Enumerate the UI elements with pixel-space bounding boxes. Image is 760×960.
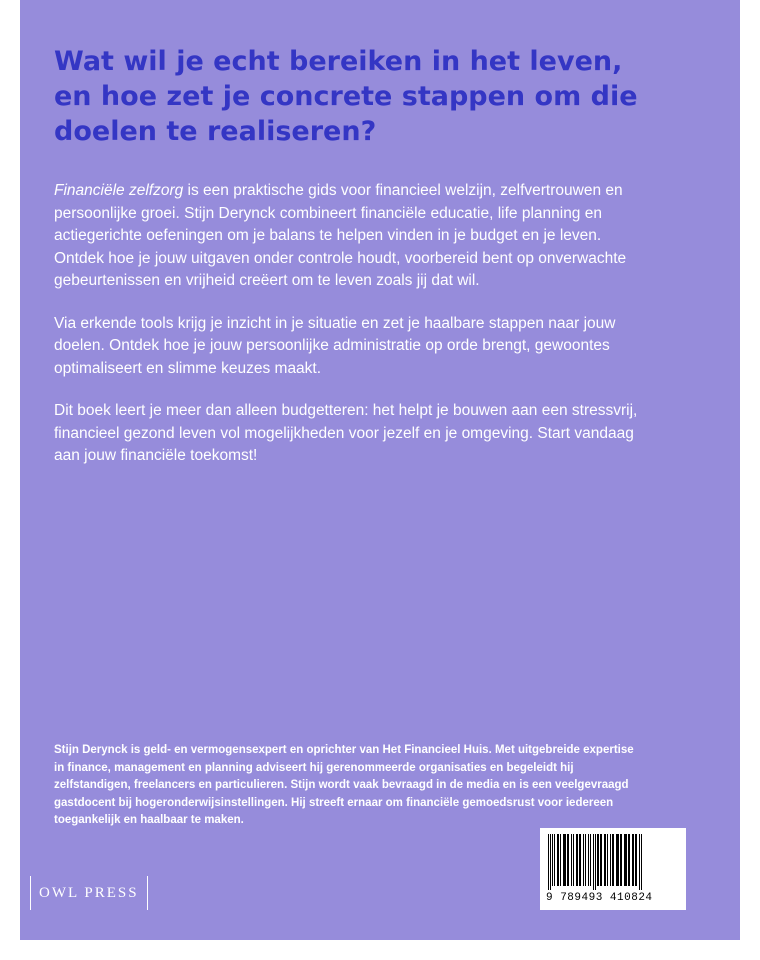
author-bio: Stijn Derynck is geld- en vermogensexpert en oprichter van Het Financieel Huis. Met uitgebreide expertise in finance, management en planning adviseert hij gerenommeerde organisaties en begeleidt hij zelfstandigen, freelancers en particulieren. Stijn wordt vaak bevraagd in de media en is een veelgevraagd gastdocent bij hogeronderwijsinstellingen. Hij streeft ernaar om financiële gemoedsrust voor iedereen toegankelijk en haalbaar te maken. (54, 744, 634, 826)
cover-headline (54, 44, 694, 149)
barcode-bar (573, 834, 574, 886)
isbn-barcode (540, 828, 686, 910)
blurb-paragraph-1 (54, 180, 654, 293)
barcode-bar (635, 834, 637, 886)
barcode-bar (588, 834, 589, 886)
barcode-bar (550, 834, 551, 890)
barcode-bar (610, 834, 611, 886)
headline-line-3: doelen te realiseren? (54, 116, 377, 147)
book-title-inline: Financiële zelfzorg (54, 182, 184, 199)
barcode-bar (612, 834, 614, 886)
barcode-bar (628, 834, 630, 886)
publisher-logo (30, 876, 148, 910)
headline-line-1: Wat wil je echt bereiken in het leven, (54, 46, 623, 77)
back-cover (20, 0, 740, 940)
barcode-bar (548, 834, 549, 890)
ean13-barcode-icon (546, 834, 680, 890)
barcode-bar (620, 834, 622, 886)
barcode-bar (600, 834, 602, 886)
barcode-bar (571, 834, 572, 886)
headline-line-2: en hoe zet je concrete stappen om die (54, 81, 638, 112)
barcode-bar (597, 834, 599, 886)
barcode-bar (639, 834, 640, 890)
barcode-bar (604, 834, 606, 886)
barcode-bar (583, 834, 584, 886)
barcode-bar (557, 834, 559, 886)
barcode-bar (593, 834, 594, 890)
publisher-name: OWL PRESS (39, 884, 139, 901)
barcode-bar (576, 834, 578, 886)
barcode-bar (595, 834, 596, 890)
barcode-bar (567, 834, 569, 886)
barcode-bar (607, 834, 608, 886)
barcode-bar (560, 834, 561, 886)
barcode-bar (632, 834, 634, 886)
blurb-paragraph-1-text: is een praktische gids voor financieel welzijn, zelfvertrouwen en persoonlijke groei. Stijn Derynck combineert financiële educatie, life planning en actiegerichte oefeningen om je balans te helpen vinden in je budget en je leven. Ontdek hoe je jouw uitgaven onder controle houdt, voorbereid bent op onverwachte gebeurtenissen en vrijheid creëert om te leven zoals jij dat wil. (54, 182, 627, 289)
blurb-paragraph-3: Dit boek leert je meer dan alleen budgetteren: het helpt je bouwen aan een stressvrij, financieel gezond leven vol mogelijkheden voor jezelf en je omgeving. Start vandaag aan jouw financiële toekomst! (54, 402, 638, 464)
blurb-paragraph-2: Via erkende tools krijg je inzicht in je situatie en zet je haalbare stappen naar jouw doelen. Ontdek hoe je jouw persoonlijke administratie op orde brengt, gewoontes optimaliseert en slimme keuzes maakt. (54, 314, 616, 377)
barcode-bar (554, 834, 555, 886)
barcode-bar (579, 834, 581, 886)
barcode-bar (585, 834, 586, 886)
barcode-bar (552, 834, 553, 886)
barcode-bar (624, 834, 627, 886)
barcode-bar (616, 834, 619, 886)
isbn-digits: 9 789493 410824 (546, 892, 653, 904)
barcode-bar (641, 834, 642, 890)
blurb (54, 180, 654, 488)
barcode-bar (590, 834, 591, 886)
barcode-bar (563, 834, 566, 886)
